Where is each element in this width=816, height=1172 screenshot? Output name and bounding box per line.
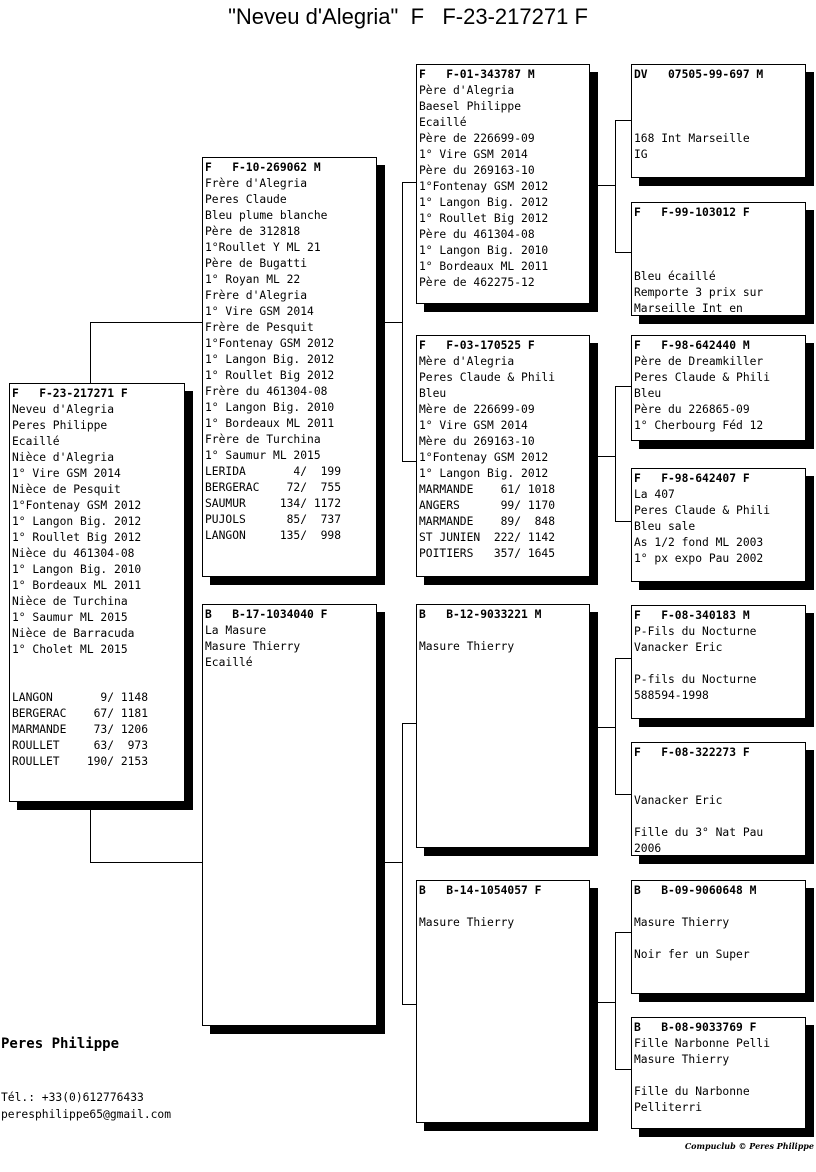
card-line: Père de 226699-09: [419, 132, 535, 145]
pedigree-card-sd-sire: [631, 335, 806, 441]
card-line: [12, 674, 184, 690]
card-line: Pelliterri: [634, 1101, 703, 1114]
card-line: ROULLET 63/ 973: [12, 739, 149, 752]
footer-credit: Compuclub © Peres Philippe: [684, 1141, 814, 1151]
card-line: Ecaillé: [12, 435, 60, 448]
card-line: 1° Royan ML 22: [205, 273, 301, 286]
card-line: 1° Vire GSM 2014: [205, 305, 314, 318]
card-line: Père du 226865-09: [634, 403, 750, 416]
card-line: LANGON 9/ 1148: [12, 691, 149, 704]
connector-line: [402, 182, 403, 462]
card-line: 168 Int Marseille: [634, 132, 750, 145]
card-line: Ecaillé: [205, 656, 253, 669]
pedigree-card-ss-sire: [631, 64, 806, 178]
card-header: F F-03-170525 F: [419, 339, 535, 352]
connector-line: [598, 185, 616, 186]
card-line: [634, 253, 805, 269]
pedigree-card-sire: [202, 157, 377, 577]
card-line: Fille du Narbonne: [634, 1085, 750, 1098]
card-line: Nièce de Barracuda: [12, 627, 135, 640]
card-line: LANGON 135/ 998: [205, 529, 342, 542]
card-line: Masure Thierry: [419, 916, 515, 929]
card-line: [634, 656, 805, 672]
card-line: Bleu: [634, 387, 662, 400]
card-line: 1° Vire GSM 2014: [419, 148, 528, 161]
card-line: Mère d'Alegria: [419, 355, 515, 368]
card-line: Bleu sale: [634, 520, 696, 533]
card-line: 1° Roullet Big 2012: [205, 369, 335, 382]
card-line: [634, 221, 805, 237]
connector-line: [615, 932, 616, 1070]
card-line: Nièce d'Alegria: [12, 451, 115, 464]
card-header: DV 07505-99-697 M: [634, 68, 764, 81]
card-line: [634, 761, 805, 777]
card-line: Baesel Philippe: [419, 100, 522, 113]
card-line: Nièce du 461304-08: [12, 547, 135, 560]
card-line: 1° Vire GSM 2014: [419, 419, 528, 432]
card-line: POITIERS 357/ 1645: [419, 547, 556, 560]
card-line: [634, 83, 805, 99]
card-line: As 1/2 fond ML 2003: [634, 536, 764, 549]
pedigree-card-ss-dam: [631, 202, 806, 316]
card-line: 1°Fontenay GSM 2012: [419, 180, 549, 193]
card-line: 1° Bordeaux ML 2011: [419, 260, 549, 273]
card-line: Masure Thierry: [419, 640, 515, 653]
card-line: Bleu plume blanche: [205, 209, 328, 222]
card-line: [634, 99, 805, 115]
card-header: F F-98-642440 M: [634, 339, 750, 352]
card-line: 1° Roullet Big 2012: [12, 531, 142, 544]
card-line: 1° Saumur ML 2015: [12, 611, 128, 624]
card-line: ROULLET 190/ 2153: [12, 755, 149, 768]
card-line: Vanacker Eric: [634, 794, 723, 807]
card-line: 1° Langon Big. 2010: [12, 563, 142, 576]
card-line: 588594-1998: [634, 689, 709, 702]
card-line: Masure Thierry: [634, 1053, 730, 1066]
card-line: [419, 899, 589, 915]
card-line: 1° Bordeaux ML 2011: [12, 579, 142, 592]
card-header: F F-99-103012 F: [634, 206, 750, 219]
card-line: [634, 237, 805, 253]
card-line: La Masure: [205, 624, 267, 637]
connector-line: [384, 322, 403, 323]
card-line: MARMANDE 61/ 1018: [419, 483, 556, 496]
card-line: 1° Langon Big. 2012: [205, 353, 335, 366]
card-line: MARMANDE 73/ 1206: [12, 723, 149, 736]
card-line: P-Fils du Nocturne: [634, 625, 757, 638]
card-header: B B-09-9060648 M: [634, 884, 757, 897]
card-line: 1° Langon Big. 2010: [419, 244, 549, 257]
card-line: Père de Dreamkiller: [634, 355, 764, 368]
card-line: Frère d'Alegria: [205, 289, 308, 302]
pedigree-card-dd-sire: [631, 880, 806, 994]
pedigree-card-dam-sire: [416, 604, 590, 848]
card-line: Frère du 461304-08: [205, 385, 328, 398]
connector-line: [615, 120, 616, 253]
card-line: Fille du 3° Nat Pau: [634, 826, 764, 839]
card-header: F F-01-343787 M: [419, 68, 535, 81]
connector-line: [402, 723, 403, 1005]
card-line: Nièce de Turchina: [12, 595, 128, 608]
card-line: Peres Claude & Phili: [419, 371, 556, 384]
card-line: 1° Langon Big. 2012: [419, 196, 549, 209]
card-line: [634, 777, 805, 793]
pedigree-card-sd-dam: [631, 468, 806, 582]
card-header: F F-10-269062 M: [205, 161, 321, 174]
card-line: BERGERAC 67/ 1181: [12, 707, 149, 720]
card-line: 1° Cherbourg Féd 12: [634, 419, 764, 432]
pedigree-card-ds-sire: [631, 605, 806, 719]
card-line: Ecaillé: [419, 116, 467, 129]
card-line: 1° Vire GSM 2014: [12, 467, 121, 480]
card-line: ST JUNIEN 222/ 1142: [419, 531, 556, 544]
pedigree-card-ds-dam: [631, 742, 806, 856]
card-line: PUJOLS 85/ 737: [205, 513, 342, 526]
card-line: Masure Thierry: [205, 640, 301, 653]
card-line: [419, 623, 589, 639]
card-line: IG: [634, 148, 648, 161]
card-line: [634, 115, 805, 131]
card-line: 1°Roullet Y ML 21: [205, 241, 321, 254]
card-header: F F-08-340183 M: [634, 609, 750, 622]
pedigree-card-dam: [202, 604, 377, 1026]
card-line: Vanacker Eric: [634, 641, 723, 654]
card-line: Mère de 226699-09: [419, 403, 535, 416]
connector-line: [384, 862, 403, 863]
card-line: Père de Bugatti: [205, 257, 308, 270]
card-line: Nièce de Pesquit: [12, 483, 121, 496]
card-line: Peres Claude & Phili: [634, 371, 771, 384]
card-line: Neveu d'Alegria: [12, 403, 115, 416]
connector-line: [90, 322, 91, 384]
card-line: 1° Saumur ML 2015: [205, 449, 321, 462]
pedigree-card-dam-dam: [416, 880, 590, 1123]
card-line: Mère du 269163-10: [419, 435, 535, 448]
pedigree-card-subject: [9, 383, 185, 802]
connector-line: [90, 322, 204, 323]
card-line: Peres Philippe: [12, 419, 108, 432]
card-line: 1° Cholet ML 2015: [12, 643, 128, 656]
card-line: Peres Claude: [205, 193, 287, 206]
connector-line: [598, 1002, 616, 1003]
connector-line: [598, 456, 616, 457]
card-line: Bleu écaillé: [634, 270, 716, 283]
card-line: [634, 931, 805, 947]
owner-phone: Tél.: +33(0)612776433: [1, 1091, 144, 1104]
card-line: 1° Bordeaux ML 2011: [205, 417, 335, 430]
card-line: ANGERS 99/ 1170: [419, 499, 556, 512]
card-line: MARMANDE 89/ 848: [419, 515, 556, 528]
card-line: [12, 658, 184, 674]
card-line: P-fils du Nocturne: [634, 673, 757, 686]
owner-email: peresphilippe65@gmail.com: [1, 1108, 172, 1121]
card-line: BERGERAC 72/ 755: [205, 481, 342, 494]
card-line: Fille Narbonne Pelli: [634, 1037, 771, 1050]
card-line: [634, 809, 805, 825]
card-line: [634, 1068, 805, 1084]
card-header: F F-08-322273 F: [634, 746, 750, 759]
card-header: B B-12-9033221 M: [419, 608, 542, 621]
connector-line: [90, 862, 204, 863]
card-line: 1° Roullet Big 2012: [419, 212, 549, 225]
connector-line: [615, 386, 616, 522]
card-line: 1° px expo Pau 2002: [634, 552, 764, 565]
page-title: "Neveu d'Alegria" F F-23-217271 F: [228, 4, 588, 29]
card-line: 1°Fontenay GSM 2012: [419, 451, 549, 464]
card-line: Père de 462275-12: [419, 276, 535, 289]
card-line: Père du 461304-08: [419, 228, 535, 241]
card-line: Frère d'Alegria: [205, 177, 308, 190]
card-line: Noir fer un Super: [634, 948, 750, 961]
card-line: 1° Langon Big. 2012: [419, 467, 549, 480]
connector-line: [598, 727, 616, 728]
card-line: 1° Langon Big. 2012: [12, 515, 142, 528]
card-line: SAUMUR 134/ 1172: [205, 497, 342, 510]
card-header: F F-23-217271 F: [12, 387, 128, 400]
card-header: B B-17-1034040 F: [205, 608, 328, 621]
card-line: Marseille Int en: [634, 302, 743, 315]
card-line: La 407: [634, 488, 675, 501]
pedigree-card-sire-sire: [416, 64, 590, 304]
connector-line: [90, 802, 91, 863]
card-line: Remporte 3 prix sur: [634, 286, 764, 299]
pedigree-card-dd-dam: [631, 1017, 806, 1129]
card-line: Frère de Pesquit: [205, 321, 314, 334]
card-line: Peres Claude & Phili: [634, 504, 771, 517]
card-header: F F-98-642407 F: [634, 472, 750, 485]
card-line: Bleu: [419, 387, 447, 400]
card-header: B B-08-9033769 F: [634, 1021, 757, 1034]
card-line: LERIDA 4/ 199: [205, 465, 342, 478]
card-line: 1°Fontenay GSM 2012: [205, 337, 335, 350]
card-header: B B-14-1054057 F: [419, 884, 542, 897]
card-line: Père du 269163-10: [419, 164, 535, 177]
card-line: 2006: [634, 842, 662, 855]
card-line: [634, 899, 805, 915]
card-line: Frère de Turchina: [205, 433, 321, 446]
pedigree-card-sire-dam: [416, 335, 590, 577]
card-line: 1° Langon Big. 2010: [205, 401, 335, 414]
card-line: Masure Thierry: [634, 916, 730, 929]
owner-name: Peres Philippe: [1, 1036, 120, 1052]
connector-line: [615, 658, 616, 795]
card-line: Père d'Alegria: [419, 84, 515, 97]
card-line: Père de 312818: [205, 225, 301, 238]
card-line: 1°Fontenay GSM 2012: [12, 499, 142, 512]
